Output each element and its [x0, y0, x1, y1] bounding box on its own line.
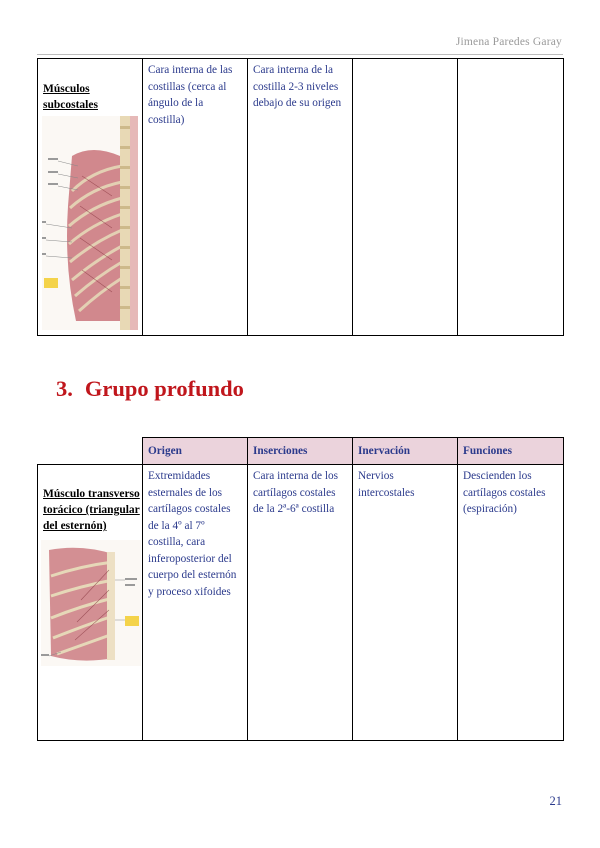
muscle-cell	[38, 465, 143, 741]
header-insertions: Inserciones	[248, 438, 353, 465]
header-innervation: Inervación	[353, 438, 458, 465]
header-divider	[37, 54, 563, 55]
muscle-cell	[38, 59, 143, 336]
deep-group-table	[37, 437, 564, 741]
section-title	[56, 376, 244, 402]
table-row	[38, 59, 564, 336]
header-blank-cell	[38, 438, 143, 465]
page-number: 21	[549, 794, 562, 808]
insertion-cell: Cara interna de la costilla 2-3 niveles debajo de su origen	[248, 59, 353, 336]
innervation-cell	[353, 59, 458, 336]
header-functions: Funciones	[458, 438, 564, 465]
section-number: 3.	[56, 376, 73, 401]
header-author: Jimena Paredes Garay	[455, 36, 562, 48]
table-header-row	[38, 438, 564, 465]
section-name: Grupo profundo	[84, 376, 244, 401]
header-origin: Origen	[143, 438, 248, 465]
function-cell	[458, 59, 564, 336]
insertion-cell: Cara interna de los cartílagos costales de la 2ª-6ª costilla	[248, 465, 353, 741]
transverse-thoracic-anatomy-illustration	[41, 540, 141, 666]
function-cell: Descienden los cartílagos costales (espiración)	[458, 465, 564, 741]
subcostal-table	[37, 58, 564, 336]
origin-cell: Extremidades esternales de los cartílagos costales de la 4º al 7º costilla, cara inferoposterior del cuerpo del esternón y proceso xifoides	[143, 465, 248, 741]
innervation-cell: Nervios intercostales	[353, 465, 458, 741]
subcostal-anatomy-illustration	[42, 116, 138, 330]
muscle-name: Músculos subcostales	[43, 83, 98, 111]
table-row	[38, 465, 564, 741]
origin-cell: Cara interna de las costillas (cerca al ángulo de la costilla)	[143, 59, 248, 336]
muscle-name: Músculo transverso torácico (triangular del esternón)	[43, 488, 140, 532]
